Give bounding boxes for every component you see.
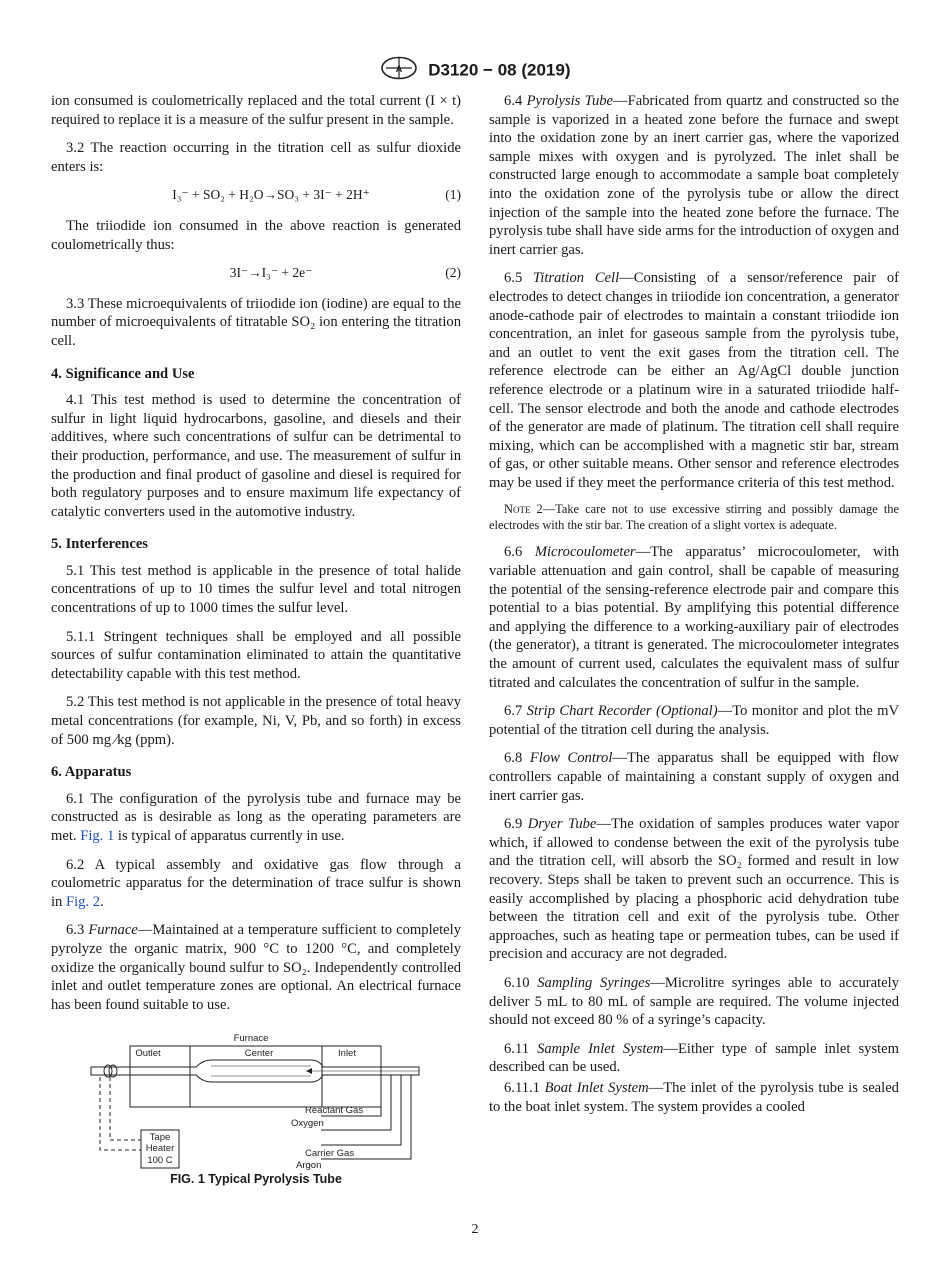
- p6-10-title: Sampling Syringes: [537, 974, 651, 991]
- paragraph-6-1-text-end: is typical of apparatus currently in use.: [117, 828, 345, 844]
- paragraph-6-3-number: 6.3: [66, 922, 85, 939]
- p6-6-text: —The apparatus’ microcoulometer, with variable attenuation and gain control, shall be capable of measuring the potential of the sensing-reference electrode pair and compare this potential to a bias potential. By amplifying this potential difference and applying the difference to a working-auxiliary pair of electrodes (the generator), a titrant is generated. The microcoulometer integrates the amount of current used, calculates the equivalent mass of sulfur titrated and calculates the concentration of sulfur in the sample.: [489, 544, 899, 691]
- paragraph-6-3-text: —Maintained at a temperature sufficient to completely pyrolyze the organic matrix, 900 °C to 1200 °C, and completely oxidize the organically bound sulfur to SO₂. Independently controlled inlet and outlet temperature zones are optional. An electrical furnace has been found suitable to use.: [51, 922, 461, 1013]
- p6-5-text: —Consisting of a sensor/reference pair of electrodes to detect changes in triiodide ion concentration, a generator anode-cathode pair of electrodes to maintain a constant triiodide ion concentration, an inlet for gaseous sample from the pyrolysis tube, and an outlet to vent the exit gases from the titration cell. The reference electrode can be either an Ag/AgCl double junction reference electrode or a platinum wire in a saturated triiodide half-cell. The sensor electrode and both the anode and cathode electrodes of the generator are made of platinum. The titration cell shall require mixing, which can be accomplished with a magnetic stir bar, stream of gas, or other suitable means. Other sensor and reference electrodes may be used if they meet the performance criteria of this test method.: [489, 270, 899, 491]
- p6-4-number: 6.4: [504, 93, 523, 109]
- p6-10-text: —Microlitre syringes able to accurately deliver 5 mL to 80 mL of sample are required. The volume injected should not exceed 80 % of a syringe’s capacity.: [489, 974, 899, 1029]
- paragraph-6-5: [489, 269, 899, 492]
- p6-7-title: Strip Chart Recorder (Optional): [526, 703, 718, 720]
- svg-text:A: A: [395, 64, 402, 74]
- paragraph-6-3-title: Furnace: [88, 922, 138, 939]
- p6-5-title: Titration Cell: [533, 270, 620, 287]
- right-column: [489, 92, 899, 1126]
- paragraph-4-1: 4.1 This test method is used to determine the concentration of sulfur in light liquid hydrocarbons, gasoline, and diesels and their additives, where such concentrations of sulfur can be detrimental to their production, performance, and use. The measurement of sulfur in the production and final product of gasoline and diesel is required for both regulatory purposes and to ensure maximum life expectancy of catalytic converters used in the automotive industry.: [51, 392, 461, 520]
- p6-9-number: 6.9: [504, 816, 523, 833]
- paragraph-6-1-text: 6.1 The configuration of the pyrolysis tube and furnace may be constructed as is desirable as long as the operating parameters are met.: [51, 790, 461, 844]
- paragraph-continued: ion consumed is coulometrically replaced and the total current (I × t) required to replace it is a measure of the sulfur present in the sample.: [51, 93, 461, 128]
- paragraph-6-10: [489, 974, 899, 1030]
- p6-11-1-number: 6.11.1: [504, 1079, 540, 1096]
- fig-1-link[interactable]: Fig. 1: [80, 828, 115, 844]
- document-designation: D3120 − 08 (2019): [428, 60, 571, 80]
- paragraph-6-11-1: [489, 1079, 899, 1116]
- paragraph-6-7: [489, 702, 899, 739]
- paragraph-6-9: [489, 815, 899, 964]
- paragraph-6-11: [489, 1040, 899, 1077]
- paragraph-6-4: [489, 92, 899, 259]
- p6-4-title: Pyrolysis Tube: [526, 93, 614, 109]
- p6-11-text: —Either type of sample inlet system described can be used.: [489, 1040, 900, 1076]
- figure-1: [51, 1030, 461, 1186]
- paragraph-5-1: 5.1 This test method is applicable in the presence of total halide concentrations of up to 10 times the sulfur level and total nitrogen concentrations of up to 1000 times the sulfur level.: [51, 562, 461, 617]
- heater-label: Heater: [145, 1143, 175, 1154]
- equation-2-number: (2): [445, 265, 461, 281]
- section-6-heading: 6. Apparatus: [51, 764, 132, 781]
- fig-2-link[interactable]: Fig. 2: [66, 893, 101, 910]
- reactant-gas-label: Reactant Gas: [305, 1105, 364, 1116]
- p6-9-text: —The oxidation of samples produces water vapor which, if allowed to condense between the exit of the pyrolysis tube and the titration cell, will absorb the SO₂ formed and result in low recovery. Steps shall be taken to prevent such an occurrence. This is easily accomplished by placing a phosphoric acid dehydration tube between the titration cell and exit of the pyrolysis tube. Other approaches, such as heating tape or permeation tubes, can be used if precision and accuracy are not degraded.: [489, 816, 899, 963]
- paragraph-6-2-text: 6.2 A typical assembly and oxidative gas flow through a coulometric apparatus for the determination of trace sulfur is shown in: [51, 856, 461, 910]
- paragraph-6-6: [489, 543, 899, 692]
- paragraph-3-2: 3.2 The reaction occurring in the titration cell as sulfur dioxide enters is:: [51, 140, 461, 175]
- figure-1-caption: FIG. 1 Typical Pyrolysis Tube: [170, 1172, 342, 1186]
- p6-6-title: Microcoulometer: [534, 544, 636, 561]
- paragraph-6-1: [51, 790, 461, 846]
- astm-logo-icon: [380, 56, 418, 85]
- paragraph-6-2-period: .: [100, 893, 104, 910]
- note-2: [489, 502, 899, 533]
- center-label: Center: [244, 1048, 274, 1059]
- p6-7-number: 6.7: [504, 703, 523, 720]
- equation-2: [51, 264, 461, 283]
- equation-2-formula: 3I⁻→I₃⁻ + 2e⁻: [229, 265, 313, 281]
- left-column: [51, 92, 461, 1024]
- p6-10-number: 6.10: [504, 974, 530, 991]
- argon-label: Argon: [296, 1160, 322, 1170]
- p6-7-text: —To monitor and plot the mV potential of the titration cell during the analysis.: [489, 703, 900, 738]
- paragraph-6-2: [51, 856, 461, 912]
- p6-6-number: 6.6: [504, 544, 523, 561]
- paragraph-5-1-1: 5.1.1 Stringent techniques shall be employed and all possible sources of sulfur contamination eliminated to attain the quantitative detectability capable with this test method.: [51, 628, 461, 682]
- p6-11-number: 6.11: [504, 1040, 529, 1057]
- p6-11-title: Sample Inlet System: [537, 1040, 664, 1057]
- p6-8-text: —The apparatus shall be equipped with flow controllers capable of maintaining a constant supply of oxygen and inert carrier gas.: [489, 750, 899, 804]
- page-number: 2: [471, 1222, 479, 1237]
- paragraph-6-3: [51, 921, 461, 1014]
- equation-1-formula: I₃⁻ + SO₂ + H₂O→SO₃ + 3I⁻ + 2H⁺: [172, 187, 370, 203]
- paragraph-5-2: 5.2 This test method is not applicable in the presence of total heavy metal concentrations (for example, Ni, V, Pb, and so forth) in excess of 500 mg ⁄kg (ppm).: [51, 694, 461, 748]
- carrier-gas-label: Carrier Gas: [305, 1148, 355, 1159]
- p6-8-title: Flow Control: [529, 750, 613, 767]
- equation-1-number: (1): [445, 187, 461, 203]
- p6-11-1-text: —The inlet of the pyrolysis tube is sealed to the boat inlet system. The system provides a cooled: [489, 1079, 899, 1115]
- outlet-label: Outlet: [135, 1048, 161, 1059]
- oxygen-label: Oxygen: [291, 1118, 324, 1129]
- note-2-text: —Take care not to use excessive stirring and possibly damage the electrodes with the stir bar. The creation of a slight vortex is adequate.: [489, 502, 899, 532]
- heater-temp-label: 100 C: [147, 1155, 173, 1166]
- p6-8-number: 6.8: [504, 750, 523, 767]
- pyrolysis-tube-diagram: [51, 1030, 461, 1170]
- p6-9-title: Dryer Tube: [527, 816, 597, 833]
- section-4-heading: 4. Significance and Use: [51, 365, 195, 382]
- p6-4-text: —Fabricated from quartz and constructed so the sample is vaporized in a heated zone before the furnace and swept into the oxidation zone by an inert carrier gas, where the vaporized sample mixes with oxygen and is pyrolyzed. The inlet shall be constructed large enough to accommodate a sample boat completely into the oxidation zone of the pyrolysis tube or allow the direct injection of the sample into the heated zone before the furnace. The pyrolysis tube shall have side arms for the introduction of oxygen and inert carrier gas.: [489, 93, 899, 258]
- paragraph-3-2b: The triiodide ion consumed in the above reaction is generated coulometrically thus:: [51, 217, 461, 253]
- equation-1: [51, 186, 461, 205]
- page-header: [0, 56, 950, 85]
- note-2-label: Note 2: [504, 502, 543, 517]
- inlet-label: Inlet: [338, 1048, 356, 1059]
- section-5-heading: 5. Interferences: [51, 536, 148, 553]
- p6-5-number: 6.5: [504, 270, 523, 287]
- p6-11-1-title: Boat Inlet System: [544, 1079, 649, 1096]
- tape-label: Tape: [149, 1132, 171, 1143]
- furnace-label: Furnace: [233, 1033, 269, 1044]
- paragraph-6-8: [489, 749, 899, 805]
- paragraph-3-3: 3.3 These microequivalents of triiodide ion (iodine) are equal to the number of microequivalents of titratable SO₂ ion entering the titration cell.: [51, 295, 461, 349]
